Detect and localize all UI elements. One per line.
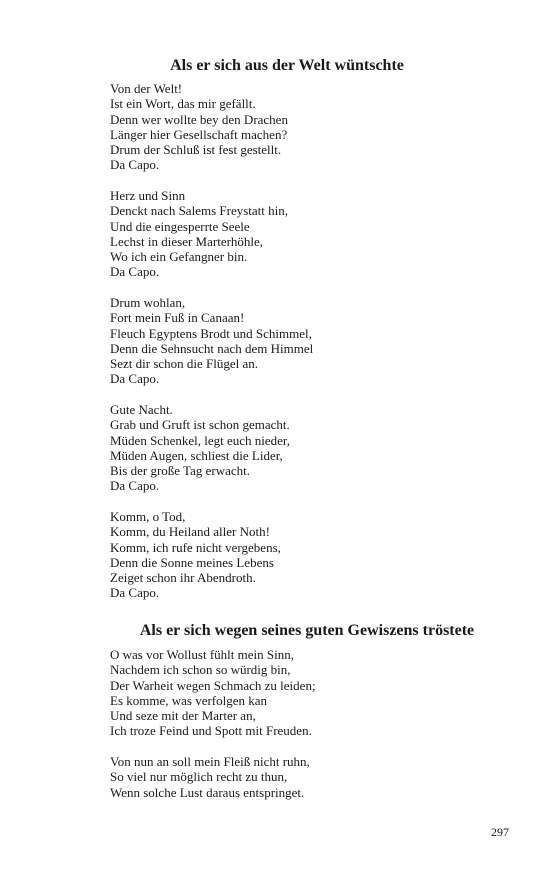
verse-line: Gute Nacht. bbox=[110, 402, 173, 417]
verse-line: Komm, o Tod, bbox=[110, 509, 186, 524]
stanza bbox=[110, 509, 510, 601]
poem-title: Als er sich aus der Welt wüntschte bbox=[170, 57, 404, 74]
verse-line: Denn die Sehnsucht nach dem Himmel bbox=[110, 340, 314, 356]
verse-line: Komm, ich rufe nicht vergebens, bbox=[110, 539, 281, 555]
verse-line: Grab und Gruft ist schon gemacht. bbox=[110, 417, 290, 433]
verse-line: Da Capo. bbox=[110, 264, 160, 280]
verse-line: Der Warheit wegen Schmach zu leiden; bbox=[110, 677, 316, 693]
verse-line: Denckt nach Salems Freystatt hin, bbox=[110, 203, 288, 219]
verse-line: Denn die Sonne meines Lebens bbox=[110, 554, 274, 570]
verse-line: Da Capo. bbox=[110, 371, 160, 387]
verse-line: So viel nur möglich recht zu thun, bbox=[110, 769, 288, 785]
verse-line: Bis der große Tag erwacht. bbox=[110, 463, 250, 478]
verse-line: Nachdem ich schon so würdig bin, bbox=[110, 662, 291, 678]
poem-title: Als er sich wegen seines guten Gewiszens tröstete bbox=[139, 622, 475, 639]
verse-line: Länger hier Gesellschaft machen? bbox=[110, 126, 288, 142]
verse-line: Und seze mit der Marter an, bbox=[110, 708, 256, 723]
verse-line: O was vor Wollust fühlt mein Sinn, bbox=[110, 647, 294, 662]
verse-line: Müden Schenkel, legt euch nieder, bbox=[110, 432, 290, 448]
verse-line: Denn wer wollte bey den Drachen bbox=[110, 111, 288, 127]
verse-line: Und die eingesperrte Seele bbox=[110, 218, 250, 234]
verse-line: Drum der Schluß ist fest gestellt. bbox=[110, 142, 282, 157]
verse-line: Von der Welt! bbox=[110, 81, 183, 96]
verse-line: Da Capo. bbox=[110, 157, 160, 173]
verse-line: Komm, du Heiland aller Noth! bbox=[110, 524, 270, 540]
verse-line: Ich troze Feind und Spott mit Freuden. bbox=[110, 723, 312, 739]
stanza bbox=[110, 188, 510, 280]
verse-line: Herz und Sinn bbox=[110, 188, 186, 203]
poem-body bbox=[110, 81, 510, 616]
verse-line: Da Capo. bbox=[110, 585, 160, 601]
verse-line: Von nun an soll mein Fleiß nicht ruhn, bbox=[110, 754, 310, 769]
verse-line: Sezt dir schon die Flügel an. bbox=[110, 356, 259, 371]
stanza bbox=[110, 81, 510, 173]
verse-line: Zeiget schon ihr Abendroth. bbox=[110, 570, 256, 585]
verse-line: Drum wohlan, bbox=[110, 295, 186, 310]
page-number: 297 bbox=[491, 825, 509, 839]
verse-line: Wo ich ein Gefangner bin. bbox=[110, 249, 248, 264]
verse-line: Es komme, was verfolgen kan bbox=[110, 692, 268, 708]
verse-line: Da Capo. bbox=[110, 478, 160, 494]
poem-body bbox=[110, 647, 510, 815]
verse-line: Fleuch Egyptens Brodt und Schimmel, bbox=[110, 325, 312, 341]
stanza bbox=[110, 754, 510, 800]
stanza bbox=[110, 295, 510, 387]
verse-line: Ist ein Wort, das mir gefällt. bbox=[110, 96, 256, 112]
verse-line: Lechst in dieser Marterhöhle, bbox=[110, 233, 264, 249]
verse-line: Müden Augen, schliest die Lider, bbox=[110, 447, 283, 463]
verse-line: Wenn solche Lust daraus entspringet. bbox=[110, 784, 305, 800]
verse-line: Fort mein Fuß in Canaan! bbox=[110, 310, 245, 326]
stanza bbox=[110, 647, 510, 739]
stanza bbox=[110, 402, 510, 494]
